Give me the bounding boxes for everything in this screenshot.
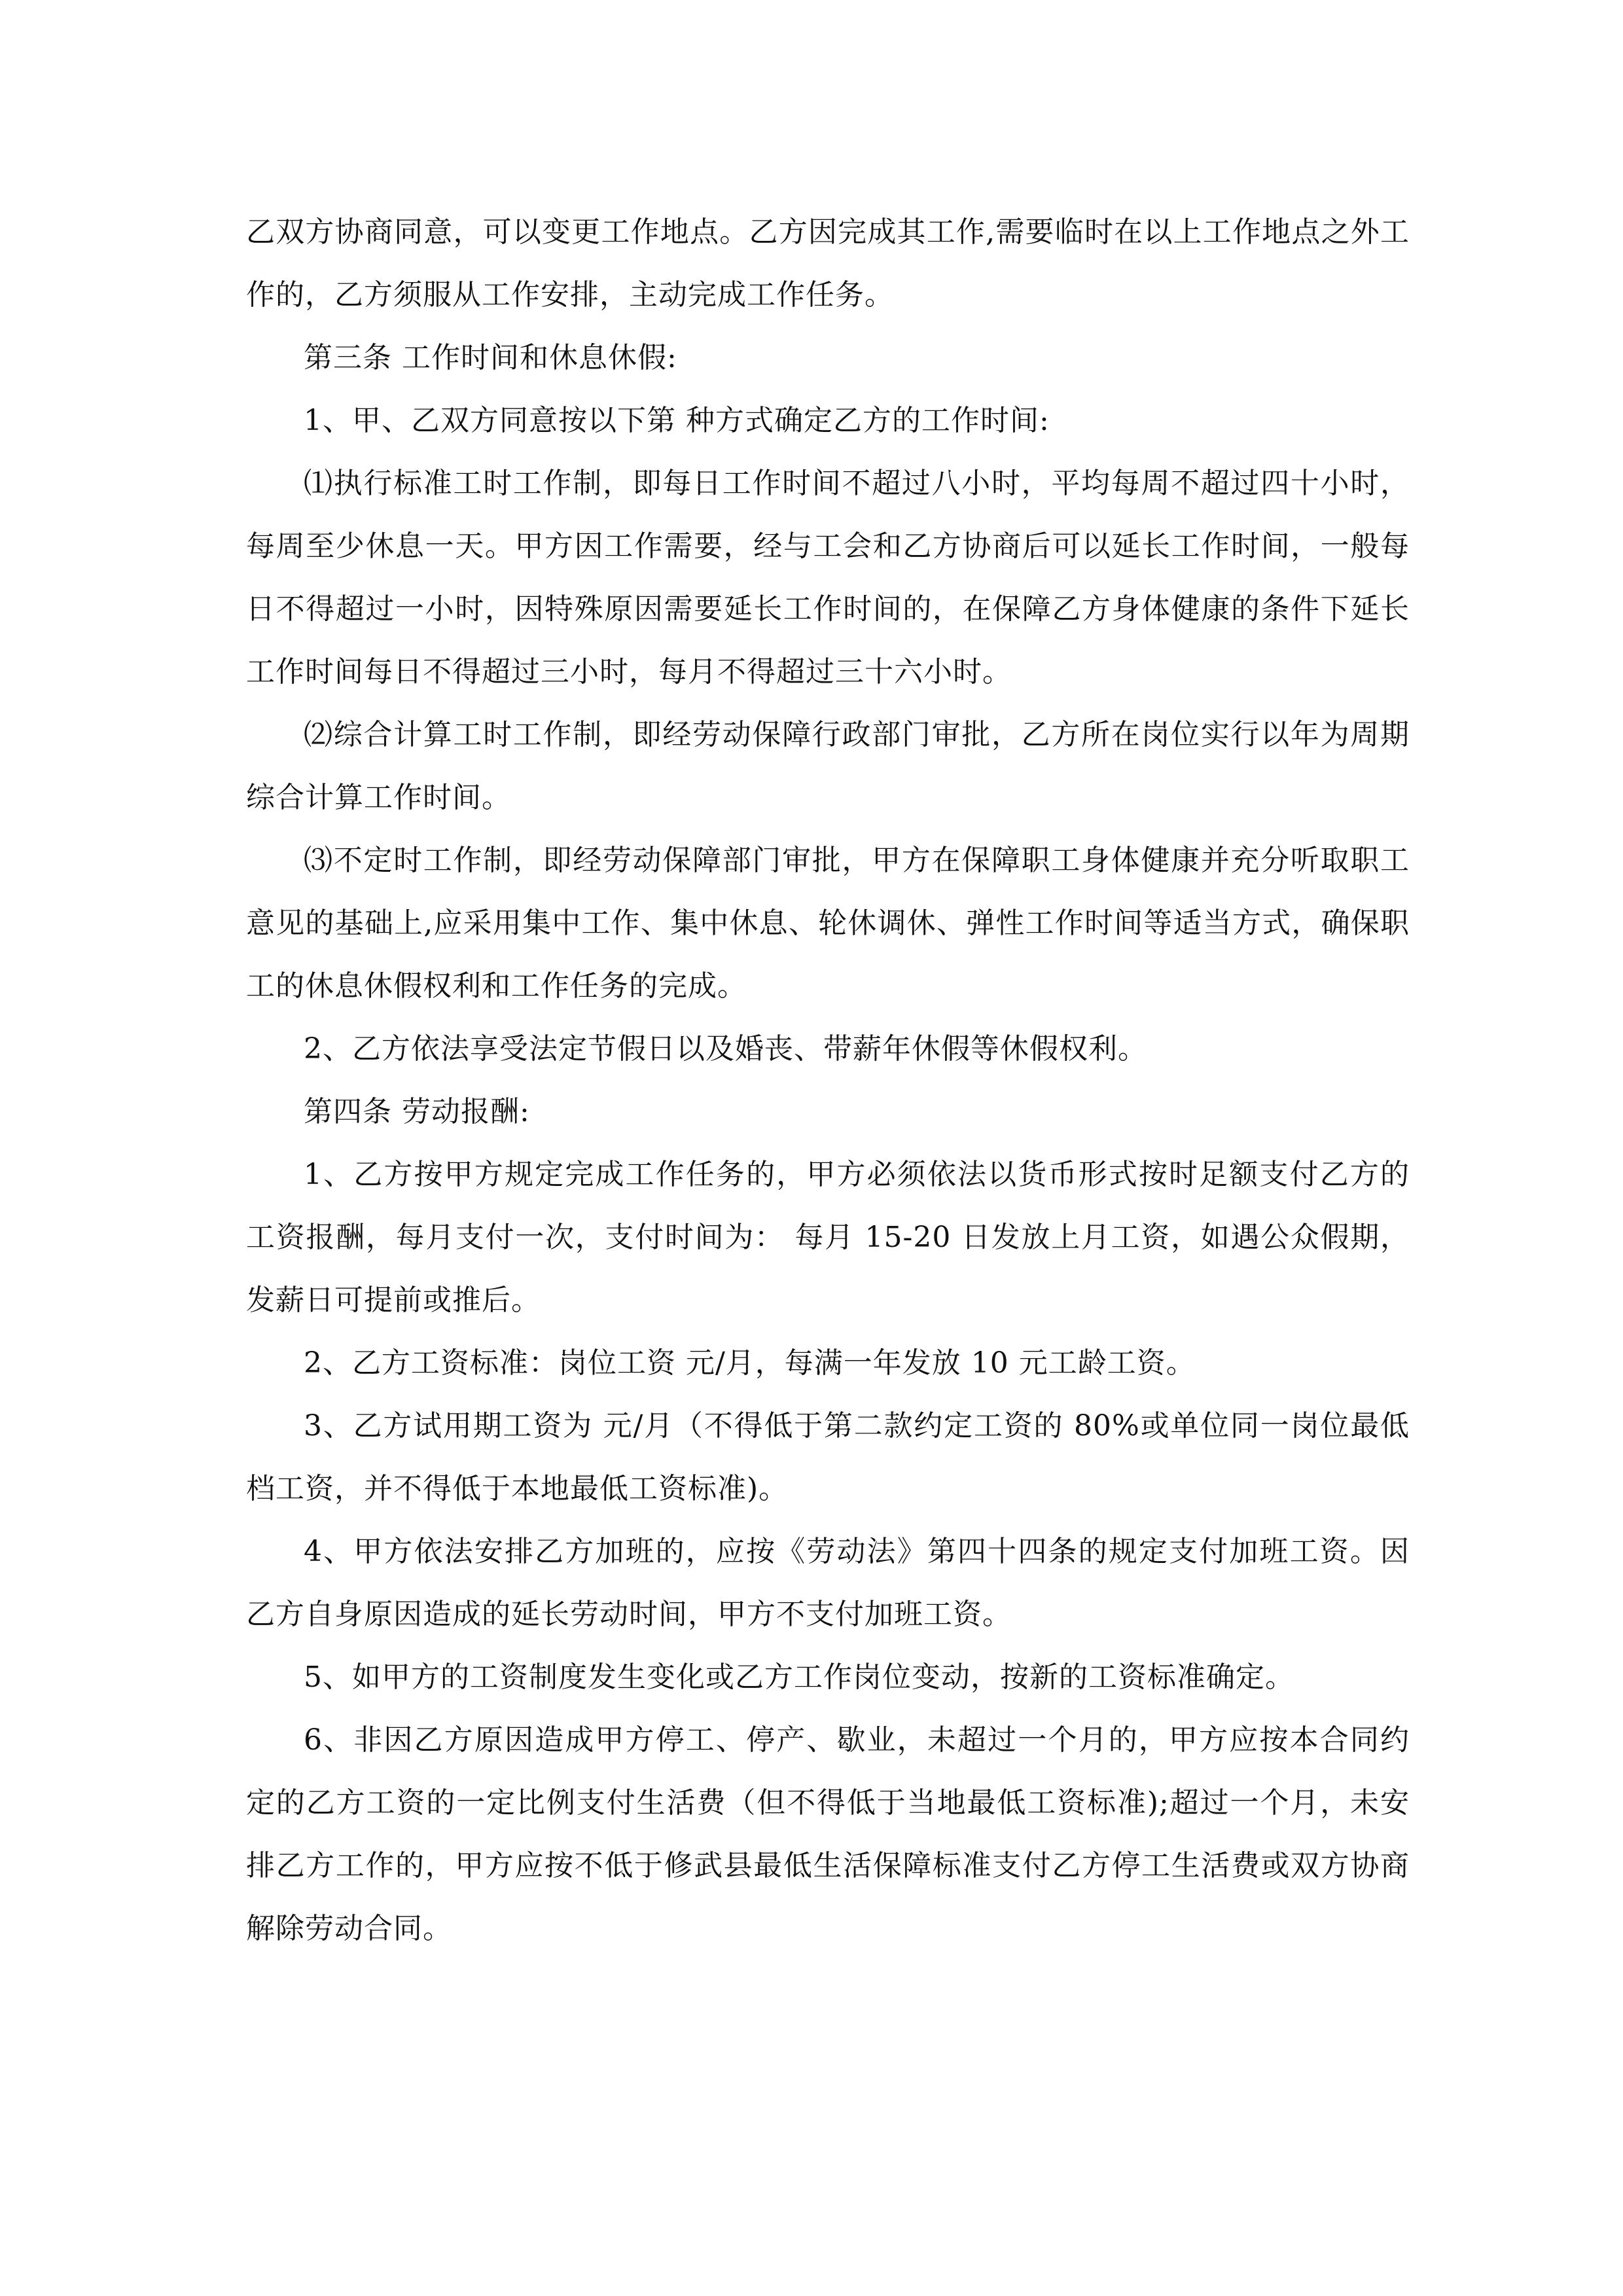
clause-3-1-option-3: ⑶不定时工作制，即经劳动保障部门审批，甲方在保障职工身体健康并充分听取职工意见的基础上,应采用集中工作、集中休息、轮休调休、弹性工作时间等适当方式，确保职工的休息休假权利和工作任务的完成。 xyxy=(246,844,1410,1003)
clause-3-1: 1、甲、乙双方同意按以下第 种方式确定乙方的工作时间: xyxy=(304,404,1050,437)
paragraph-continuation: 乙双方协商同意，可以变更工作地点。乙方因完成其工作,需要临时在以上工作地点之外工作的，乙方须服从工作安排，主动完成工作任务。 xyxy=(246,215,1410,312)
document-body xyxy=(246,201,1410,1960)
clause-4-1: 1、乙方按甲方规定完成工作任务的，甲方必须依法以货币形式按时足额支付乙方的工资报酬，每月支付一次，支付时间为： 每月 15-20 日发放上月工资，如遇公众假期，发薪日可提前或推后。 xyxy=(246,1158,1410,1317)
clause-4-3: 3、乙方试用期工资为 元/月（不得低于第二款约定工资的 80%或单位同一岗位最低档工资，并不得低于本地最低工资标准)。 xyxy=(246,1409,1410,1505)
clause-3-1-option-2: ⑵综合计算工时工作制，即经劳动保障行政部门审批，乙方所在岗位实行以年为周期综合计算工作时间。 xyxy=(246,718,1410,814)
article-3-heading: 第三条 工作时间和休息休假: xyxy=(304,341,677,374)
clause-4-5: 5、如甲方的工资制度发生变化或乙方工作岗位变动，按新的工资标准确定。 xyxy=(304,1660,1294,1694)
clause-4-2: 2、乙方工资标准：岗位工资 元/月，每满一年发放 10 元工龄工资。 xyxy=(304,1346,1196,1380)
clause-3-1-option-1: ⑴执行标准工时工作制，即每日工作时间不超过八小时，平均每周不超过四十小时，每周至少休息一天。甲方因工作需要，经与工会和乙方协商后可以延长工作时间，一般每日不得超过一小时，因特殊原因需要延长工作时间的，在保障乙方身体健康的条件下延长工作时间每日不得超过三小时，每月不得超过三十六小时。 xyxy=(246,467,1410,689)
article-4-heading: 第四条 劳动报酬: xyxy=(304,1095,530,1128)
clause-4-4: 4、甲方依法安排乙方加班的，应按《劳动法》第四十四条的规定支付加班工资。因乙方自身原因造成的延长劳动时间，甲方不支付加班工资。 xyxy=(246,1535,1410,1631)
clause-3-2: 2、乙方依法享受法定节假日以及婚丧、带薪年休假等休假权利。 xyxy=(304,1032,1147,1066)
clause-4-6: 6、非因乙方原因造成甲方停工、停产、歇业，未超过一个月的，甲方应按本合同约定的乙方工资的一定比例支付生活费（但不得低于当地最低工资标准);超过一个月，未安排乙方工作的，甲方应按不低于修武县最低生活保障标准支付乙方停工生活费或双方协商解除劳动合同。 xyxy=(246,1723,1410,1945)
